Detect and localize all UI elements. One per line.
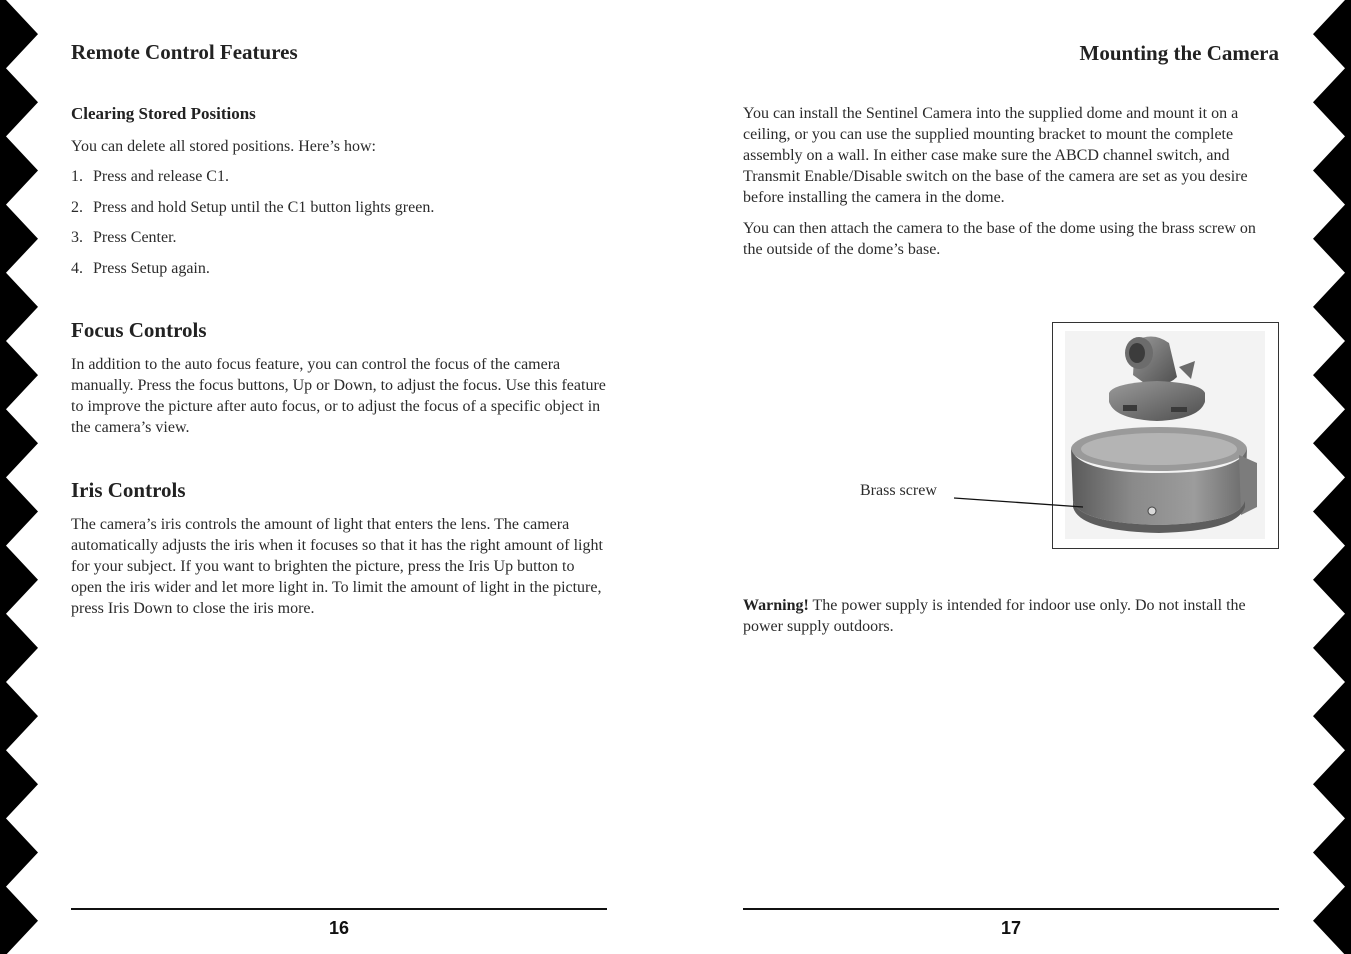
section-title-mounting: Mounting the Camera bbox=[1079, 41, 1279, 65]
iris-controls-body: The camera’s iris controls the amount of light that enters the lens. The camera automatically adjusts the iris when it focuses so that it has the right amount of light for your subject. If you want to brighten the picture, press the Iris Up button to open the iris wider and let more light in. To limit the amount of light in the picture, press Iris Down to close the iris more. bbox=[71, 516, 603, 617]
figure-caption: Brass screw bbox=[860, 482, 937, 499]
footer-rule bbox=[71, 908, 607, 910]
footer-rule bbox=[743, 908, 1279, 910]
focus-controls-body: In addition to the auto focus feature, you can control the focus of the camera manually. Press the focus buttons, Up or Down, to adjust the focus. Use this feature to improve the picture after auto focus, or to adjust the focus of a specific object in the camera’s view. bbox=[71, 356, 606, 436]
left-zigzag-border bbox=[0, 0, 40, 954]
list-item: 4. Press Setup again. bbox=[71, 259, 210, 277]
warning-label: Warning! bbox=[743, 597, 809, 614]
clearing-intro: You can delete all stored positions. Here’s how: bbox=[71, 138, 376, 155]
focus-controls-title: Focus Controls bbox=[71, 318, 207, 342]
camera-dome-illustration bbox=[1053, 323, 1278, 548]
mounting-paragraph-2: You can then attach the camera to the base of the dome using the brass screw on the outside of the dome’s base. bbox=[743, 220, 1256, 258]
right-zigzag-border bbox=[1311, 0, 1351, 954]
page-number: 17 bbox=[1000, 918, 1022, 938]
left-page bbox=[71, 0, 607, 954]
section-title-remote-control: Remote Control Features bbox=[71, 40, 298, 64]
warning-text: The power supply is intended for indoor use only. Do not install the power supply outdoors. bbox=[743, 597, 1246, 635]
list-item: 1. Press and release C1. bbox=[71, 168, 229, 185]
iris-controls-title: Iris Controls bbox=[71, 478, 186, 502]
camera-dome-figure bbox=[1052, 322, 1279, 549]
clearing-title: Clearing Stored Positions bbox=[71, 104, 256, 123]
list-item: 3. Press Center. bbox=[71, 229, 177, 246]
mounting-paragraph-1: You can install the Sentinel Camera into the supplied dome and mount it on a ceiling, or you can use the supplied mounting bracket to mount the complete assembly on a wall. In either case make sure the ABCD channel switch, and Transmit Enable/Disable switch on the base of the camera are set as you desire before installing the camera in the dome. bbox=[743, 105, 1248, 206]
warning-note bbox=[743, 595, 1279, 637]
right-page bbox=[743, 0, 1279, 954]
list-item: 2. Press and hold Setup until the C1 button lights green. bbox=[71, 198, 435, 216]
clearing-steps-list bbox=[71, 166, 607, 288]
page-number: 16 bbox=[328, 918, 350, 938]
